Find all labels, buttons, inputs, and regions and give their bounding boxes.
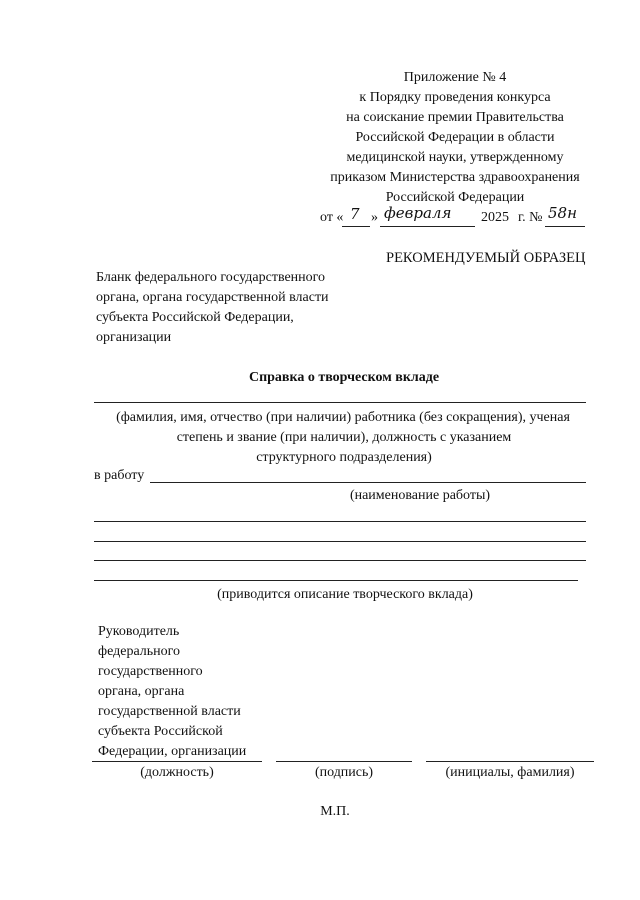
year-suffix: г. № — [518, 210, 543, 225]
recommended-sample-label: РЕКОМЕНДУЕМЫЙ ОБРАЗЕЦ — [386, 250, 586, 266]
description-fill-line — [94, 580, 578, 581]
date-day: 7 — [350, 205, 360, 223]
appendix-line: Российской Федерации в области — [355, 130, 555, 145]
document-title: Справка о творческом вкладе — [248, 370, 440, 385]
appendix-line: к Порядку проведения конкурса — [359, 90, 551, 105]
person-caption-line: степень и звание (при наличии), должность с указанием — [176, 430, 512, 445]
stamp-placeholder: М.П. — [320, 804, 350, 819]
name-fill-line — [426, 761, 594, 762]
appendix-line: Российской Федерации — [385, 190, 525, 205]
order-number: 58н — [548, 204, 577, 222]
signer-line: Руководитель — [98, 624, 180, 639]
letterhead-line: субъекта Российской Федерации, — [96, 310, 294, 325]
name-caption: (инициалы, фамилия) — [445, 765, 575, 780]
description-fill-line — [94, 560, 586, 561]
letterhead-line: Бланк федерального государственного — [96, 270, 326, 285]
description-fill-line — [94, 521, 586, 522]
appendix-line: на соискание премии Правительства — [346, 110, 564, 125]
date-month: февраля — [384, 204, 452, 222]
signer-line: субъекта Российской — [98, 724, 223, 739]
date-year: 2025 — [481, 210, 509, 225]
appendix-line: Приложение № 4 — [403, 70, 507, 85]
signer-line: Федерации, организации — [98, 744, 247, 759]
person-caption-line: структурного подразделения) — [256, 450, 432, 465]
signer-line: органа, органа — [98, 684, 185, 699]
work-caption: (наименование работы) — [349, 488, 491, 503]
position-fill-line — [92, 761, 262, 762]
description-caption: (приводится описание творческого вклада) — [217, 587, 473, 602]
work-label: в работу — [94, 468, 145, 483]
signer-line: государственного — [98, 664, 203, 679]
date-prefix: от « — [320, 210, 344, 225]
appendix-line: медицинской науки, утвержденному — [346, 150, 564, 165]
letterhead-line: органа, органа государственной власти — [96, 290, 329, 305]
date-month-underline — [380, 226, 475, 227]
letterhead-line: организации — [96, 330, 172, 345]
person-caption-line: (фамилия, имя, отчество (при наличии) работника (без сокращения), ученая — [116, 410, 570, 425]
signer-line: федерального — [98, 644, 181, 659]
signature-fill-line — [276, 761, 412, 762]
date-quote-close: » — [371, 210, 378, 225]
person-fill-line — [94, 402, 586, 403]
appendix-line: приказом Министерства здравоохранения — [330, 170, 580, 185]
signer-line: государственной власти — [98, 704, 241, 719]
order-number-underline — [545, 226, 585, 227]
description-fill-line — [94, 541, 586, 542]
date-day-underline — [342, 226, 370, 227]
signature-caption: (подпись) — [314, 765, 374, 780]
work-fill-line — [150, 482, 586, 483]
position-caption: (должность) — [140, 765, 214, 780]
